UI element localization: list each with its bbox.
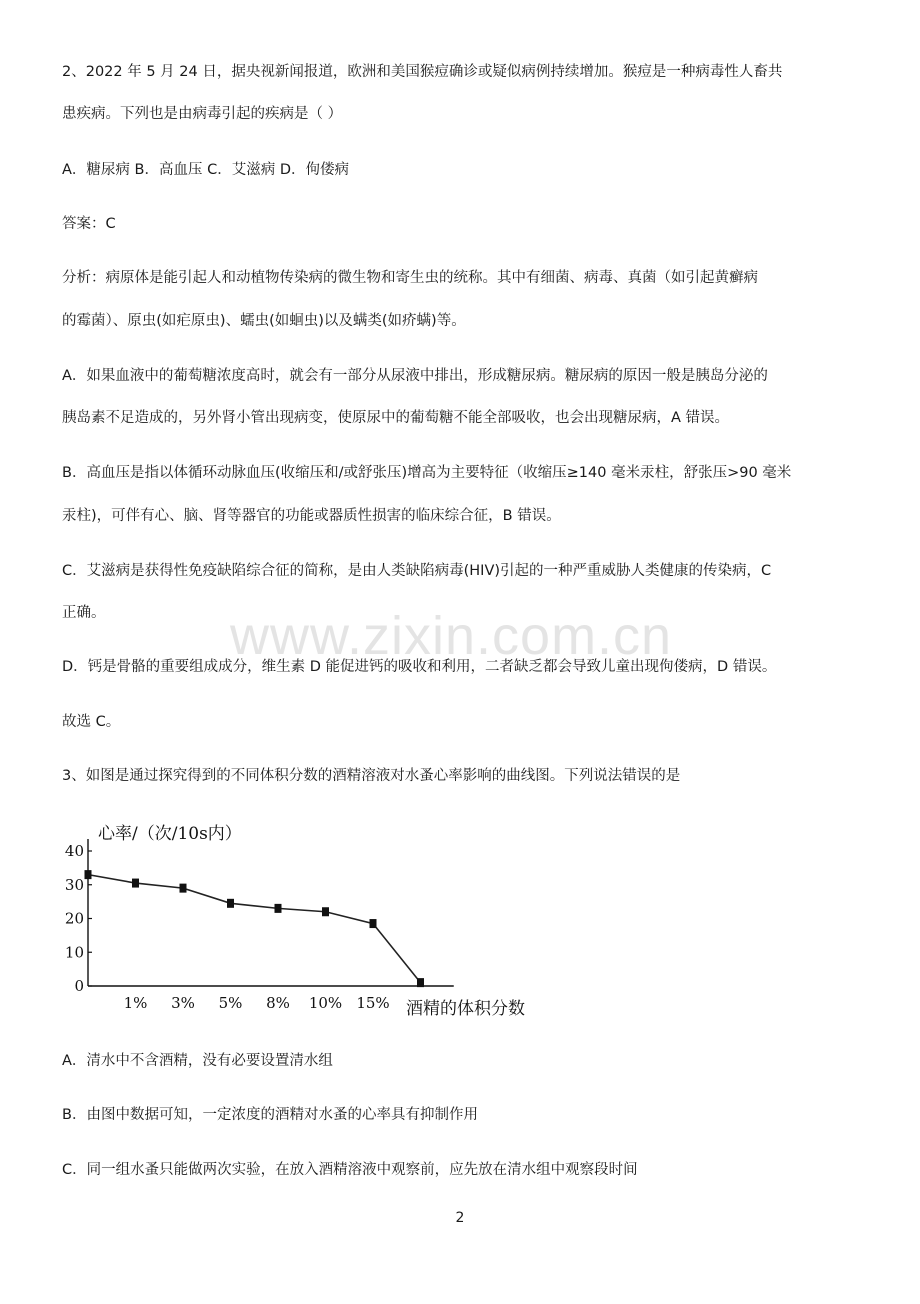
data-point-marker — [132, 879, 139, 888]
data-point-marker — [180, 884, 187, 893]
x-tick-label: 5% — [218, 994, 243, 1012]
data-point-marker — [275, 904, 282, 913]
chart-ylabel: 心率/（次/10s内） — [98, 824, 242, 844]
y-tick-label: 10 — [64, 943, 84, 962]
y-tick-label: 40 — [64, 842, 84, 860]
data-point-marker — [322, 907, 329, 916]
q2-c-line1: C．艾滋病是获得性免疫缺陷综合征的简称，是由人类缺陷病毒(HIV)引起的一种严重威胁人类健康的传染病，C — [62, 563, 772, 579]
x-tick-label: 10% — [308, 994, 343, 1012]
y-tick-label: 30 — [64, 875, 84, 894]
chart-xlabel: 酒精的体积分数 — [406, 999, 525, 1019]
q2-a-line1: A．如果血液中的葡萄糖浓度高时，就会有一部分从尿液中排出，形成糖尿病。糖尿病的原因一般是胰岛分泌的 — [62, 368, 768, 384]
heart-rate-chart — [58, 815, 538, 1025]
x-tick-label: 15% — [356, 994, 390, 1012]
series-line — [88, 875, 421, 983]
q2-answer: 答案：C — [62, 216, 116, 232]
q2-conclusion: 故选 C。 — [62, 714, 121, 730]
q2-b-line2: 汞柱)，可伴有心、脑、肾等器官的功能或器质性损害的临床综合征，B 错误。 — [62, 508, 561, 524]
x-tick-label: 8% — [266, 994, 290, 1012]
data-point-marker — [417, 978, 424, 987]
q2-d-line1: D．钙是骨骼的重要组成成分，维生素 D 能促进钙的吸收和利用，二者缺乏都会导致儿童出现佝偻病，D 错误。 — [62, 659, 777, 675]
y-tick-label: 20 — [64, 909, 84, 928]
page-number: 2 — [455, 1210, 465, 1226]
chart-series — [85, 870, 425, 987]
q2-a-line2: 胰岛素不足造成的，另外肾小管出现病变，使原尿中的葡萄糖不能全部吸收，也会出现糖尿病，A 错误。 — [62, 410, 730, 426]
x-tick-label: 3% — [171, 994, 195, 1012]
q2-stem-line2: 患疾病。下列也是由病毒引起的疾病是（ ） — [62, 106, 343, 122]
data-point-marker — [370, 919, 377, 928]
watermark: www.zixin.com.cn — [230, 606, 673, 666]
chart-axes — [88, 839, 454, 986]
q3-option-c: C．同一组水蚤只能做两次实验，在放入酒精溶液中观察前，应先放在清水组中观察段时间 — [62, 1162, 638, 1178]
q3-option-b: B．由图中数据可知，一定浓度的酒精对水蚤的心率具有抑制作用 — [62, 1107, 478, 1123]
x-tick-label: 1% — [123, 994, 148, 1012]
q3-stem: 3、如图是通过探究得到的不同体积分数的酒精溶液对水蚤心率影响的曲线图。下列说法错误的是 — [62, 768, 681, 784]
q2-b-line1: B．高血压是指以体循环动脉血压(收缩压和/或舒张压)增高为主要特征（收缩压≥140 毫米汞柱，舒张压>90 毫米 — [62, 465, 792, 481]
q2-options: A．糖尿病 B．高血压 C．艾滋病 D．佝偻病 — [62, 162, 349, 178]
q2-analysis-line2: 的霉菌）、原虫(如疟原虫)、蠕虫(如蛔虫)以及螨类(如疥螨)等。 — [62, 313, 466, 329]
q2-stem-line1: 2、2022 年 5 月 24 日，据央视新闻报道，欧洲和美国猴痘确诊或疑似病例持续增加。猴痘是一种病毒性人畜共 — [62, 64, 783, 80]
y-tick-label: 0 — [74, 977, 84, 995]
q2-analysis-line1: 分析：病原体是能引起人和动植物传染病的微生物和寄生虫的统称。其中有细菌、病毒、真菌（如引起黄癣病 — [62, 270, 758, 286]
data-point-marker — [85, 870, 92, 879]
q2-c-line2: 正确。 — [62, 605, 106, 621]
q3-option-a: A．清水中不含酒精，没有必要设置清水组 — [62, 1053, 333, 1069]
data-point-marker — [227, 899, 234, 908]
